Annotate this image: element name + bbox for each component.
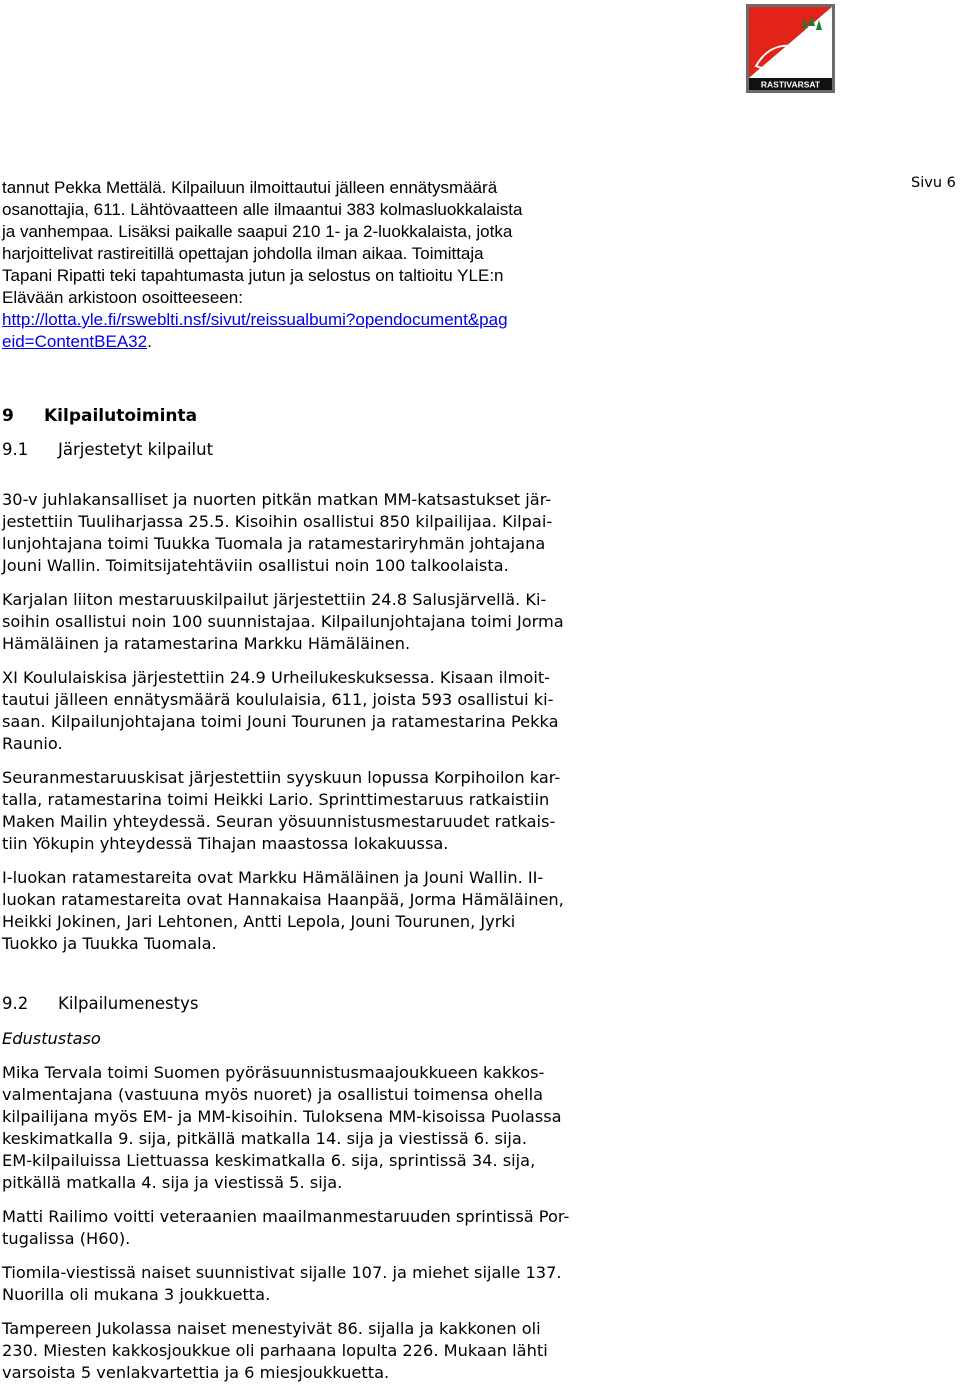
paragraph [2, 1318, 652, 1384]
text-line: varsoista 5 venlakvartettia ja 6 miesjoukkuetta. [2, 1363, 390, 1382]
subsection-title: Järjestetyt kilpailut [58, 440, 214, 459]
text-line: Raunio. [2, 734, 63, 753]
text-line: tautui jälleen ennätysmäärä koululaisia, 611, joista 593 osallistui ki- [2, 690, 554, 709]
text-line: XI Koululaiskisa järjestettiin 24.9 Urheilukeskuksessa. Kisaan ilmoit- [2, 668, 551, 687]
text-line: Jouni Wallin. Toimitsijatehtäviin osallistui noin 100 talkoolaista. [2, 556, 509, 575]
intro-paragraph [2, 177, 652, 353]
text-line: tiin Yökupin yhteydessä Tihajan maastossa lokakuussa. [2, 834, 449, 853]
link-period: . [147, 332, 152, 351]
subheading-edustustaso: Edustustaso [2, 1029, 101, 1048]
text-line: luokan ratamestareita ovat Hannakaisa Haanpää, Jorma Hämäläinen, [2, 890, 564, 909]
text-line: Matti Railimo voitti veteraanien maailmanmestaruuden sprintissä Por- [2, 1207, 570, 1226]
text-line: soihin osallistui noin 100 suunnistajaa. Kilpailunjohtajana toimi Jorma [2, 612, 564, 631]
yle-archive-link[interactable] [2, 310, 508, 351]
main-content [2, 405, 652, 1396]
intro-line: osanottajia, 611. Lähtövaatteen alle ilmaantui 383 kolmasluokkalaista [2, 200, 523, 219]
text-line: tugalissa (H60). [2, 1229, 131, 1248]
section-heading [2, 405, 652, 427]
subsection-title: Kilpailumenestys [58, 994, 199, 1013]
link-line: http://lotta.yle.fi/rsweblti.nsf/sivut/reissualbumi?opendocument&pag [2, 310, 508, 329]
subsection-number: 9.2 [2, 994, 29, 1013]
subsection-heading [2, 993, 652, 1015]
text-line: Seuranmestaruuskisat järjestettiin syyskuun lopussa Korpihoilon kar- [2, 768, 561, 787]
paragraph [2, 667, 652, 755]
intro-line: harjoittelivat rastireitillä opettajan johdolla ilman aikaa. Toimittaja [2, 244, 484, 263]
text-line: Maken Mailin yhteydessä. Seuran yösuunnistusmestaruudet ratkais- [2, 812, 556, 831]
rastivarsat-logo-graphic [746, 4, 835, 93]
text-line: saan. Kilpailunjohtajana toimi Jouni Tourunen ja ratamestarina Pekka [2, 712, 559, 731]
paragraph [2, 867, 652, 955]
text-line: Tiomila-viestissä naiset suunnistivat sijalle 107. ja miehet sijalle 137. [2, 1263, 562, 1282]
text-line: pitkällä matkalla 4. sija ja viestissä 5. sija. [2, 1173, 343, 1192]
intro-line: Tapani Ripatti teki tapahtumasta jutun ja selostus on taltioitu YLE:n [2, 266, 504, 285]
intro-line: tannut Pekka Mettälä. Kilpailuun ilmoittautui jälleen ennätysmäärä [2, 178, 498, 197]
intro-line: ja vanhempaa. Lisäksi paikalle saapui 210 1- ja 2-luokkalaista, jotka [2, 222, 513, 241]
text-line: Karjalan liiton mestaruuskilpailut järjestettiin 24.8 Salusjärvellä. Ki- [2, 590, 547, 609]
page-number: Sivu 6 [911, 175, 956, 191]
text-line: Tuokko ja Tuukka Tuomala. [2, 934, 217, 953]
intro-text [2, 177, 652, 353]
text-line: EM-kilpailuissa Liettuassa keskimatkalla 6. sija, sprintissä 34. sija, [2, 1151, 536, 1170]
paragraph [2, 589, 652, 655]
text-line: I-luokan ratamestareita ovat Markku Hämäläinen ja Jouni Wallin. II- [2, 868, 544, 887]
text-line: 230. Miesten kakkosjoukkue oli parhaana lopulta 226. Mukaan lähti [2, 1341, 548, 1360]
section-number: 9 [2, 406, 14, 426]
club-logo [746, 4, 835, 93]
subsection-number: 9.1 [2, 440, 29, 459]
text-line: 30-v juhlakansalliset ja nuorten pitkän matkan MM-katsastukset jär- [2, 490, 552, 509]
paragraph [2, 1262, 652, 1306]
text-line: kilpailijana myös EM- ja MM-kisoihin. Tuloksena MM-kisoissa Puolassa [2, 1107, 562, 1126]
text-line: valmentajana (vastuuna myös nuoret) ja osallistui toimensa ohella [2, 1085, 544, 1104]
paragraph [2, 1206, 652, 1250]
text-line: Heikki Jokinen, Jari Lehtonen, Antti Lepola, Jouni Tourunen, Jyrki [2, 912, 516, 931]
paragraph [2, 767, 652, 855]
text-line: jestettiin Tuuliharjassa 25.5. Kisoihin osallistui 850 kilpailijaa. Kilpai- [2, 512, 553, 531]
link-line: eid=ContentBEA32 [2, 332, 148, 351]
text-line: Nuorilla oli mukana 3 joukkuetta. [2, 1285, 271, 1304]
text-line: Hämäläinen ja ratamestarina Markku Hämäläinen. [2, 634, 411, 653]
section-title: Kilpailutoiminta [44, 406, 198, 426]
paragraph [2, 489, 652, 577]
intro-line: Elävään arkistoon osoitteeseen: [2, 288, 243, 307]
text-line: keskimatkalla 9. sija, pitkällä matkalla 14. sija ja viestissä 6. sija. [2, 1129, 527, 1148]
subsection-heading [2, 439, 652, 461]
logo-text: RASTIVARSAT [760, 79, 821, 90]
text-line: lunjohtajana toimi Tuukka Tuomala ja ratamestariryhmän johtajana [2, 534, 546, 553]
paragraph [2, 1062, 652, 1194]
text-line: Mika Tervala toimi Suomen pyöräsuunnistusmaajoukkueen kakkos- [2, 1063, 545, 1082]
text-line: talla, ratamestarina toimi Heikki Lario. Sprinttimestaruus ratkaistiin [2, 790, 550, 809]
text-line: Tampereen Jukolassa naiset menestyivät 86. sijalla ja kakkonen oli [2, 1319, 541, 1338]
